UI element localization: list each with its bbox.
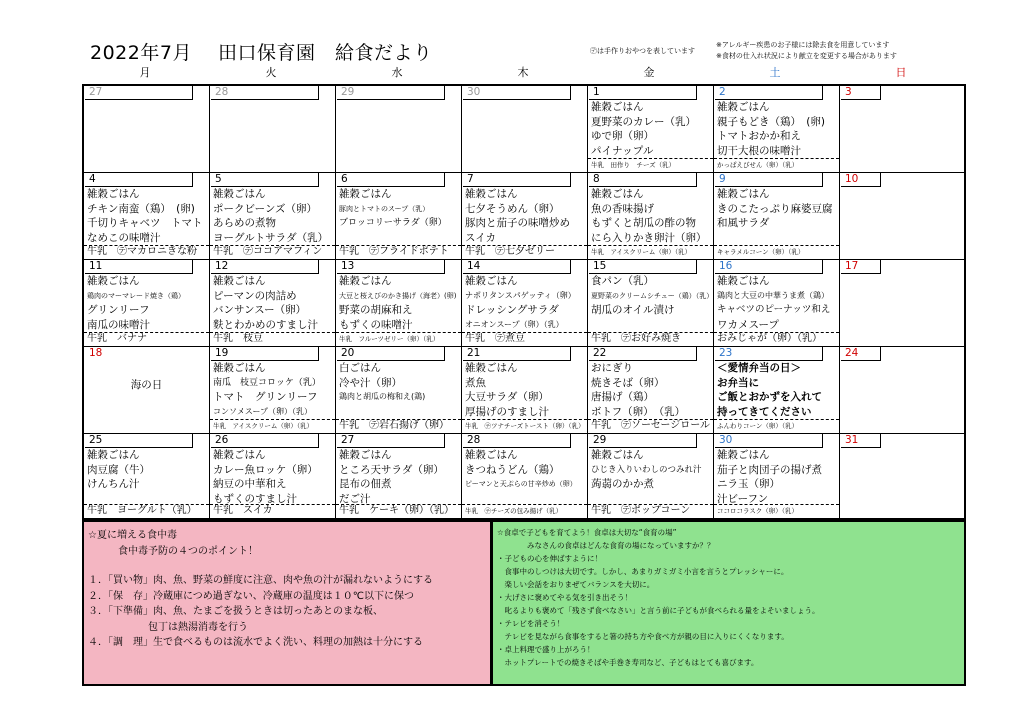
menu-item: 雑穀ごはん (465, 362, 518, 374)
weekday-mon: 月 (139, 66, 151, 79)
menu-item: 夏野菜のカレー（乳） (591, 115, 696, 128)
menu-item: きつねうどん（鶏） (465, 463, 560, 476)
shokuiku-line: 叱るよりも褒めて「残さず食べなさい」と言う前に子どもが食べられる量をよそいましょう。 (497, 606, 820, 615)
date-number: 10 (841, 173, 881, 187)
menu-item: ＜愛情弁当の日＞ (717, 362, 801, 374)
day-cell (210, 347, 336, 434)
menu-item: 雑穀ごはん (339, 188, 392, 200)
day-cell (210, 434, 336, 518)
date-number: 9 (715, 173, 823, 187)
day-cell (84, 173, 210, 260)
shokuiku-line: ・卓上料理で盛り上がろう！ (497, 645, 595, 654)
menu-item: 夏野菜のクリームシチュー（鶏）（乳） (591, 291, 714, 300)
shokuiku-line: ☆食卓で子どもを育てよう！食卓は大切な“食育の場” (497, 528, 677, 537)
menu-item: 昆布の佃煮 (339, 478, 392, 490)
allergy-notes (716, 40, 897, 62)
day-cell (840, 260, 964, 347)
menu-item: 雑穀ごはん (717, 275, 770, 287)
date-number: 22 (589, 347, 697, 361)
day-cell (588, 260, 714, 347)
menu-item: 鶏肉と胡瓜の梅和え(鶏) (339, 392, 426, 401)
shokuiku-line: 食事中のしつけは大切です。しかし、あまりガミガミ小言を言うとプレッシャーに。 (497, 567, 789, 576)
date-number: 19 (211, 347, 319, 361)
menu-item: 和風サラダ (717, 217, 770, 229)
date-number: 11 (85, 260, 193, 274)
menu-list (339, 448, 460, 506)
date-number: 6 (337, 173, 445, 187)
menu-item: 冷や汁（卵） (339, 376, 402, 389)
snack: 牛乳 ヨーグルト（乳） (84, 504, 209, 518)
food-poisoning-title: ☆夏に増える食中毒 (88, 530, 177, 541)
weekday-tue: 火 (265, 66, 277, 79)
menu-list (591, 187, 712, 245)
weekday-sat: 土 (769, 66, 781, 79)
menu-list (339, 187, 460, 231)
food-poisoning-point: ３．「下準備」肉、魚、たまごを扱うときは切ったあとのまな板、 (88, 606, 383, 617)
menu-calendar (82, 84, 966, 520)
snack: 牛乳 アイスクリーム（卵）（乳） (588, 245, 713, 259)
date-number: 30 (715, 434, 823, 448)
date-number: 4 (85, 173, 193, 187)
menu-item: きのこたっぷり麻婆豆腐 (717, 202, 833, 215)
menu-item: 大豆と桜えびのかき揚げ（海老）(卵) (339, 291, 457, 300)
date-number: 17 (841, 260, 881, 274)
date-number: 21 (463, 347, 571, 361)
day-cell (84, 347, 210, 434)
day-cell (840, 434, 964, 518)
day-cell (210, 86, 336, 173)
menu-item: 唐揚げ（鶏） (591, 391, 654, 403)
date-number: 5 (211, 173, 319, 187)
supply-note: ※食材の仕入れ状況により献立を変更する場合があります (716, 52, 897, 60)
menu-item: 雑穀ごはん (465, 275, 518, 287)
menu-item: 茄子と肉団子の揚げ煮 (717, 463, 822, 476)
menu-item: 鶏肉のマーマレード焼き（鶏） (87, 291, 185, 300)
date-number: 29 (589, 434, 697, 448)
date-number: 8 (589, 173, 697, 187)
menu-list (591, 361, 712, 419)
shokuiku-line: ・テレビを消そう！ (497, 619, 565, 628)
menu-item: 雑穀ごはん (717, 101, 770, 113)
menu-item: ボトフ（卵） （乳） (591, 405, 686, 418)
shokuiku-line: みなさんの食卓はどんな食育の場になっていますか？？ (497, 541, 715, 550)
menu-item: 汁ビーフン (717, 492, 769, 505)
menu-item: トマト グリンリーフ (213, 391, 318, 403)
snack: 牛乳 ㋢ツナチーズトースト（卵）（乳） (462, 419, 587, 433)
weekday-fri: 金 (643, 66, 655, 79)
menu-item: 納豆の中華和え (213, 478, 287, 490)
menu-list (465, 448, 586, 492)
menu-list (339, 274, 460, 332)
menu-item: ご飯とおかずを入れて (717, 391, 822, 403)
snack: ふんわりコーン（卵）（乳） (714, 419, 839, 433)
day-cell (714, 434, 840, 518)
menu-list (591, 274, 712, 318)
menu-item: なめこの味噌汁 (87, 231, 161, 244)
menu-list (465, 187, 586, 245)
menu-item: ひじき入りいわしのつみれ汁 (591, 464, 702, 475)
menu-item: 肉豆腐（牛） (87, 463, 150, 476)
menu-item: 雑穀ごはん (591, 101, 644, 113)
menu-item: 豚肉とトマトのスープ（乳） (339, 204, 430, 213)
menu-item: 鶏肉と大豆の中華うま煮（鶏） (717, 290, 829, 300)
snack: 牛乳 バナナ (84, 332, 209, 346)
snack: 牛乳 ㋢岩石揚げ（卵） (336, 419, 461, 433)
menu-item: 豚肉と茄子の味噌炒め (465, 217, 570, 229)
allergy-note: ※アレルギー疾患のお子様には除去食を用意しています (716, 41, 890, 49)
handmade-snack-note: ㋢は手作りおやつを表しています (590, 47, 695, 55)
shokuiku-line: 楽しい会話をおりまぜてバランスを大切に。 (497, 580, 655, 589)
shokuiku-line: ・大げさに褒めてやる気を引き出そう！ (497, 593, 632, 602)
date-number: 28 (463, 434, 571, 448)
menu-item: オニオンスープ（卵）（乳） (465, 319, 564, 329)
day-cell (84, 260, 210, 347)
day-cell (462, 434, 588, 518)
day-cell (336, 86, 462, 173)
snack: キャラメルコーン（卵）（乳） (714, 245, 839, 259)
menu-item: 魚の香味揚げ (591, 202, 654, 215)
shokuiku-line: ホットプレートでの焼きそばや手巻き寿司など、子どもはとても喜びます。 (497, 658, 759, 667)
menu-item: 雑穀ごはん (213, 188, 266, 200)
menu-item: ヨーグルトサラダ（乳） (213, 231, 329, 244)
menu-item: コンソメスープ（卵）（乳） (213, 406, 313, 416)
food-poisoning-point: 包丁は熱湯消毒を行う (88, 621, 248, 633)
snack: 牛乳 スイカ (210, 504, 335, 518)
food-poisoning-box (82, 520, 492, 686)
menu-item: 胡瓜のオイル漬け (591, 304, 675, 316)
menu-item: 雑穀ごはん (213, 362, 266, 374)
date-number: 27 (337, 434, 445, 448)
menu-item: 厚揚げのすまし汁 (465, 405, 549, 418)
snack: 牛乳 田作り チーズ（乳） (588, 158, 713, 172)
menu-item: キャベツのピーナッツ和え (717, 304, 831, 315)
day-cell (714, 260, 840, 347)
menu-item: パイナップル (591, 144, 654, 157)
menu-list (717, 448, 838, 506)
menu-item: ポークビーンズ（卵） (213, 202, 318, 215)
menu-list (213, 274, 334, 332)
menu-list (87, 187, 208, 245)
snack: 牛乳 ㋢七夕ゼリー (462, 245, 587, 259)
menu-list (717, 361, 838, 419)
menu-item: 七夕そうめん（卵） (465, 202, 560, 215)
date-number: 13 (337, 260, 445, 274)
day-cell (336, 260, 462, 347)
snack: 牛乳 ㋢マカロニきな粉 (84, 245, 209, 259)
menu-item: ブロッコリーサラダ（卵） (339, 218, 447, 228)
menu-item: カレー魚ロッケ（卵） (213, 463, 318, 476)
menu-item: あらめの煮物 (213, 217, 276, 229)
day-cell (714, 347, 840, 434)
menu-item: お弁当に (717, 376, 759, 389)
weekday-header (82, 64, 966, 82)
day-cell (840, 86, 964, 173)
date-number: 15 (589, 260, 697, 274)
snack: かっぱえびせん（卵）（乳） (714, 158, 839, 172)
menu-item: 蒟蒻のかか煮 (591, 478, 654, 490)
day-cell (840, 347, 964, 434)
day-cell (714, 173, 840, 260)
menu-item: 雑穀ごはん (87, 275, 140, 287)
day-cell (84, 434, 210, 518)
shokuiku-box (492, 520, 966, 686)
menu-item: 雑穀ごはん (591, 449, 644, 461)
weekday-wed: 水 (391, 66, 403, 79)
date-number: 23 (715, 347, 823, 361)
day-cell (840, 173, 964, 260)
snack: ココロコラスク（卵）（乳） (714, 504, 839, 518)
menu-item: 雑穀ごはん (717, 449, 770, 461)
menu-item: 野菜の胡麻和え (339, 304, 413, 316)
snack: 牛乳 アイスクリーム（卵）（乳） (210, 419, 335, 433)
day-cell (588, 173, 714, 260)
date-number: 20 (337, 347, 445, 361)
date-number: 27 (85, 86, 193, 100)
food-poisoning-point: ４．「調 理」生で食べるものは流水でよく洗い、料理の加熱は十分にする (88, 637, 423, 648)
menu-item: もずくの味噌汁 (339, 318, 413, 331)
day-cell (462, 173, 588, 260)
menu-item: 大豆サラダ（卵） (465, 391, 549, 403)
menu-item: ところ天サラダ（卵） (339, 463, 444, 476)
food-poisoning-point: ２．「保 存」冷蔵庫につめ過ぎない、冷蔵庫の温度は１０℃以下に保つ (88, 590, 415, 602)
date-number: 26 (211, 434, 319, 448)
menu-item: ドレッシングサラダ (465, 304, 559, 316)
menu-list (717, 100, 838, 158)
menu-item: ニラ玉（卵） (717, 478, 780, 490)
menu-item: 雑穀ごはん (465, 188, 518, 200)
menu-list (87, 274, 208, 332)
menu-item: 雑穀ごはん (213, 449, 266, 461)
food-poisoning-subtitle: 食中毒予防の４つのポイント！ (118, 545, 258, 557)
menu-item: 白ごはん (339, 362, 381, 374)
menu-item: ナポリタンスパゲッティ（卵） (465, 290, 576, 300)
menu-item: 雑穀ごはん (717, 188, 770, 200)
snack: 牛乳 ㋢フライドポテト (336, 245, 461, 259)
food-poisoning-point: １．「買い物」肉、魚、野菜の鮮度に注意、肉や魚の汁が漏れないようにする (88, 575, 433, 586)
snack: 牛乳 ㋢煮豆 (462, 332, 587, 346)
menu-list (717, 187, 838, 231)
menu-list (213, 361, 334, 419)
day-cell (336, 173, 462, 260)
date-number: 24 (841, 347, 881, 361)
menu-list (213, 187, 334, 245)
day-cell (210, 173, 336, 260)
snack: 牛乳 フルーツゼリー（卵）（乳） (336, 332, 461, 346)
menu-item: 麩とわかめのすまし汁 (213, 318, 318, 331)
date-number: 29 (337, 86, 445, 100)
menu-item: にら入りかき卵汁（卵） (591, 231, 707, 244)
menu-item: けんちん汁 (87, 478, 140, 490)
menu-item: グリンリーフ (87, 304, 150, 316)
menu-item: 南瓜 枝豆コロッケ（乳） (213, 377, 321, 388)
day-cell (462, 260, 588, 347)
day-cell (210, 260, 336, 347)
day-cell (462, 86, 588, 173)
snack: 牛乳 ㋢ポップコーン (588, 504, 713, 518)
menu-item: 親子もどき（鶏） (卵) (717, 115, 825, 128)
menu-item: 雑穀ごはん (339, 275, 392, 287)
shokuiku-line: テレビを見ながら食事をすると箸の持ち方や食べ方が親の目に入りにくくなります。 (497, 632, 789, 641)
day-cell (84, 86, 210, 173)
menu-list (213, 448, 334, 506)
date-number: 12 (211, 260, 319, 274)
menu-item: チキン南蛮（鶏） (卵) (87, 202, 195, 215)
menu-item: 雑穀ごはん (339, 449, 392, 461)
page-title: 2022年7月 田口保育園 給食だより (90, 42, 433, 64)
snack: 牛乳 ㋢チーズの包み揚げ（乳） (462, 504, 587, 518)
date-number: 1 (589, 86, 697, 100)
menu-item: 千切りキャベツ トマト (87, 217, 203, 229)
menu-item: 雑穀ごはん (213, 275, 266, 287)
menu-item: 南瓜の味噌汁 (87, 318, 150, 331)
snack: 牛乳 ㋢ソーセージロール (588, 419, 713, 433)
date-number: 18 (89, 347, 103, 359)
menu-item: ワカメスープ (717, 318, 779, 331)
menu-list (591, 448, 712, 492)
menu-item: ピーマンの肉詰め (213, 289, 297, 302)
shokuiku-line: ・子どもの心を伸ばすように！ (497, 554, 602, 563)
menu-item: 焼きそば（卵） (591, 376, 665, 389)
date-number: 16 (715, 260, 823, 274)
date-number: 28 (211, 86, 319, 100)
menu-item: 煮魚 (465, 376, 486, 389)
weekday-thu: 木 (517, 66, 529, 79)
menu-list (717, 274, 838, 332)
weekday-sun: 日 (895, 66, 907, 79)
menu-list (591, 100, 712, 158)
day-cell (588, 434, 714, 518)
menu-item: 切干大根の味噌汁 (717, 144, 801, 157)
date-number: 31 (841, 434, 881, 448)
snack: 牛乳 ㋢ココアマフィン (210, 245, 335, 259)
date-number: 3 (841, 86, 881, 100)
menu-list (465, 274, 586, 332)
date-number: 2 (715, 86, 823, 100)
menu-item: スイカ (465, 231, 496, 244)
menu-item: もずくと胡瓜の酢の物 (591, 217, 696, 229)
menu-item: バンサンスー（卵） (213, 304, 307, 316)
menu-item: 雑穀ごはん (87, 188, 140, 200)
menu-list (87, 448, 208, 492)
day-cell (462, 347, 588, 434)
menu-item: 雑穀ごはん (591, 188, 644, 200)
snack: おみじゃが（卵）（乳） (714, 332, 839, 346)
menu-list (339, 361, 460, 405)
date-number: 30 (463, 86, 571, 100)
menu-item: トマトおかか和え (717, 130, 801, 142)
day-cell (588, 347, 714, 434)
holiday-label: 海の日 (130, 379, 163, 391)
menu-item: ゆで卵（卵） (591, 130, 654, 142)
menu-item: だご汁 (339, 492, 371, 505)
menu-item: 雑穀ごはん (87, 449, 140, 461)
menu-item: 食パン（乳） (591, 275, 654, 287)
menu-item: ピーマンと天ぷらの甘辛炒め（卵） (465, 480, 577, 488)
menu-list (465, 361, 586, 419)
day-cell (714, 86, 840, 173)
date-number: 14 (463, 260, 571, 274)
day-cell (588, 86, 714, 173)
menu-item: 持ってきてください (717, 405, 812, 418)
snack: 牛乳 枝豆 (210, 332, 335, 346)
snack: 牛乳 ケーキ（卵）（乳） (336, 504, 461, 518)
day-cell (336, 434, 462, 518)
snack: 牛乳 ㋢お好み焼き (588, 332, 713, 346)
menu-item: おにぎり (591, 362, 633, 374)
menu-item: もずくのすまし汁 (213, 492, 297, 505)
date-number: 25 (85, 434, 193, 448)
date-number: 7 (463, 173, 571, 187)
day-cell (336, 347, 462, 434)
menu-item: 雑穀ごはん (465, 449, 518, 461)
